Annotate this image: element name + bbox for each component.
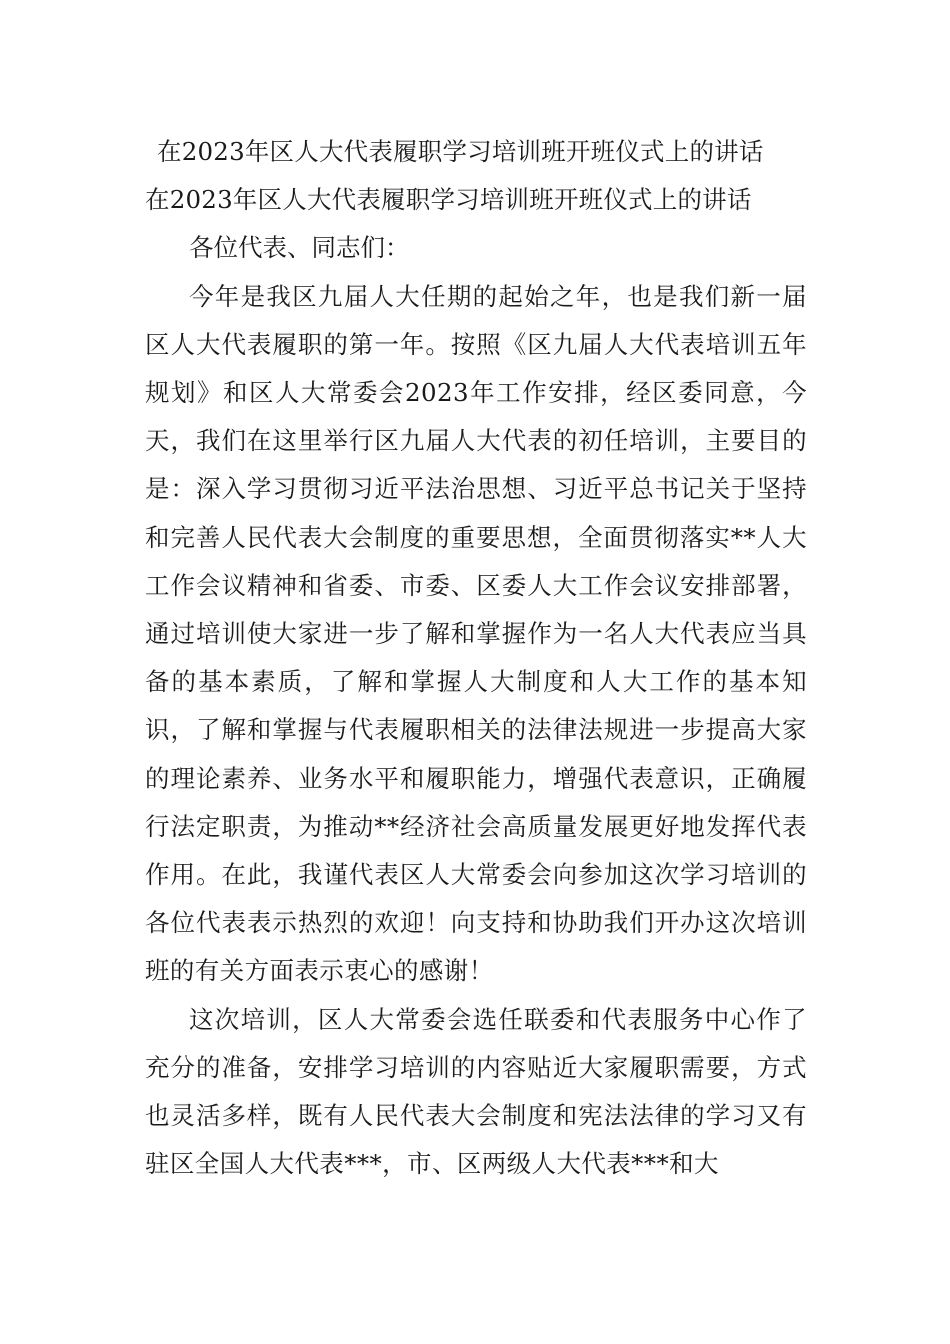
document-title-repeat: 在2023年区人大代表履职学习培训班开班仪式上的讲话: [145, 185, 752, 215]
document-title: 在2023年区人大代表履职学习培训班开班仪式上的讲话: [157, 137, 764, 166]
document-body: [145, 128, 807, 1188]
body-paragraph: 这次培训，区人大常委会选任联委和代表服务中心作了充分的准备，安排学习培训的内容贴近大家履职需要，方式也灵活多样，既有人民代表大会制度和宪法法律的学习又有驻区全国人大代表***，市、区两级人大代表***和大: [145, 1004, 807, 1179]
salutation: 各位代表、同志们：: [189, 233, 410, 263]
body-paragraph: 今年是我区九届人大任期的起始之年，也是我们新一届区人大代表履职的第一年。按照《区九届人大代表培训五年规划》和区人大常委会2023年工作安排，经区委同意，今天，我们在这里举行区九届人大代表的初任培训，主要目的是：深入学习贯彻习近平法治思想、习近平总书记关于坚持和完善人民代表大会制度的重要思想，全面贯彻落实**人大工作会议精神和省委、市委、区委人大工作会议安排部署，通过培训使大家进一步了解和掌握作为一名人大代表应当具备的基本素质，了解和掌握人大制度和人大工作的基本知识，了解和掌握与代表履职相关的法律法规进一步提高大家的理论素养、业务水平和履职能力，增强代表意识，正确履行法定职责，为推动**经济社会高质量发展更好地发挥代表作用。在此，我谨代表区人大常委会向参加这次学习培训的各位代表表示热烈的欢迎！向支持和协助我们开办这次培训班的有关方面表示衷心的感谢！: [145, 281, 807, 986]
